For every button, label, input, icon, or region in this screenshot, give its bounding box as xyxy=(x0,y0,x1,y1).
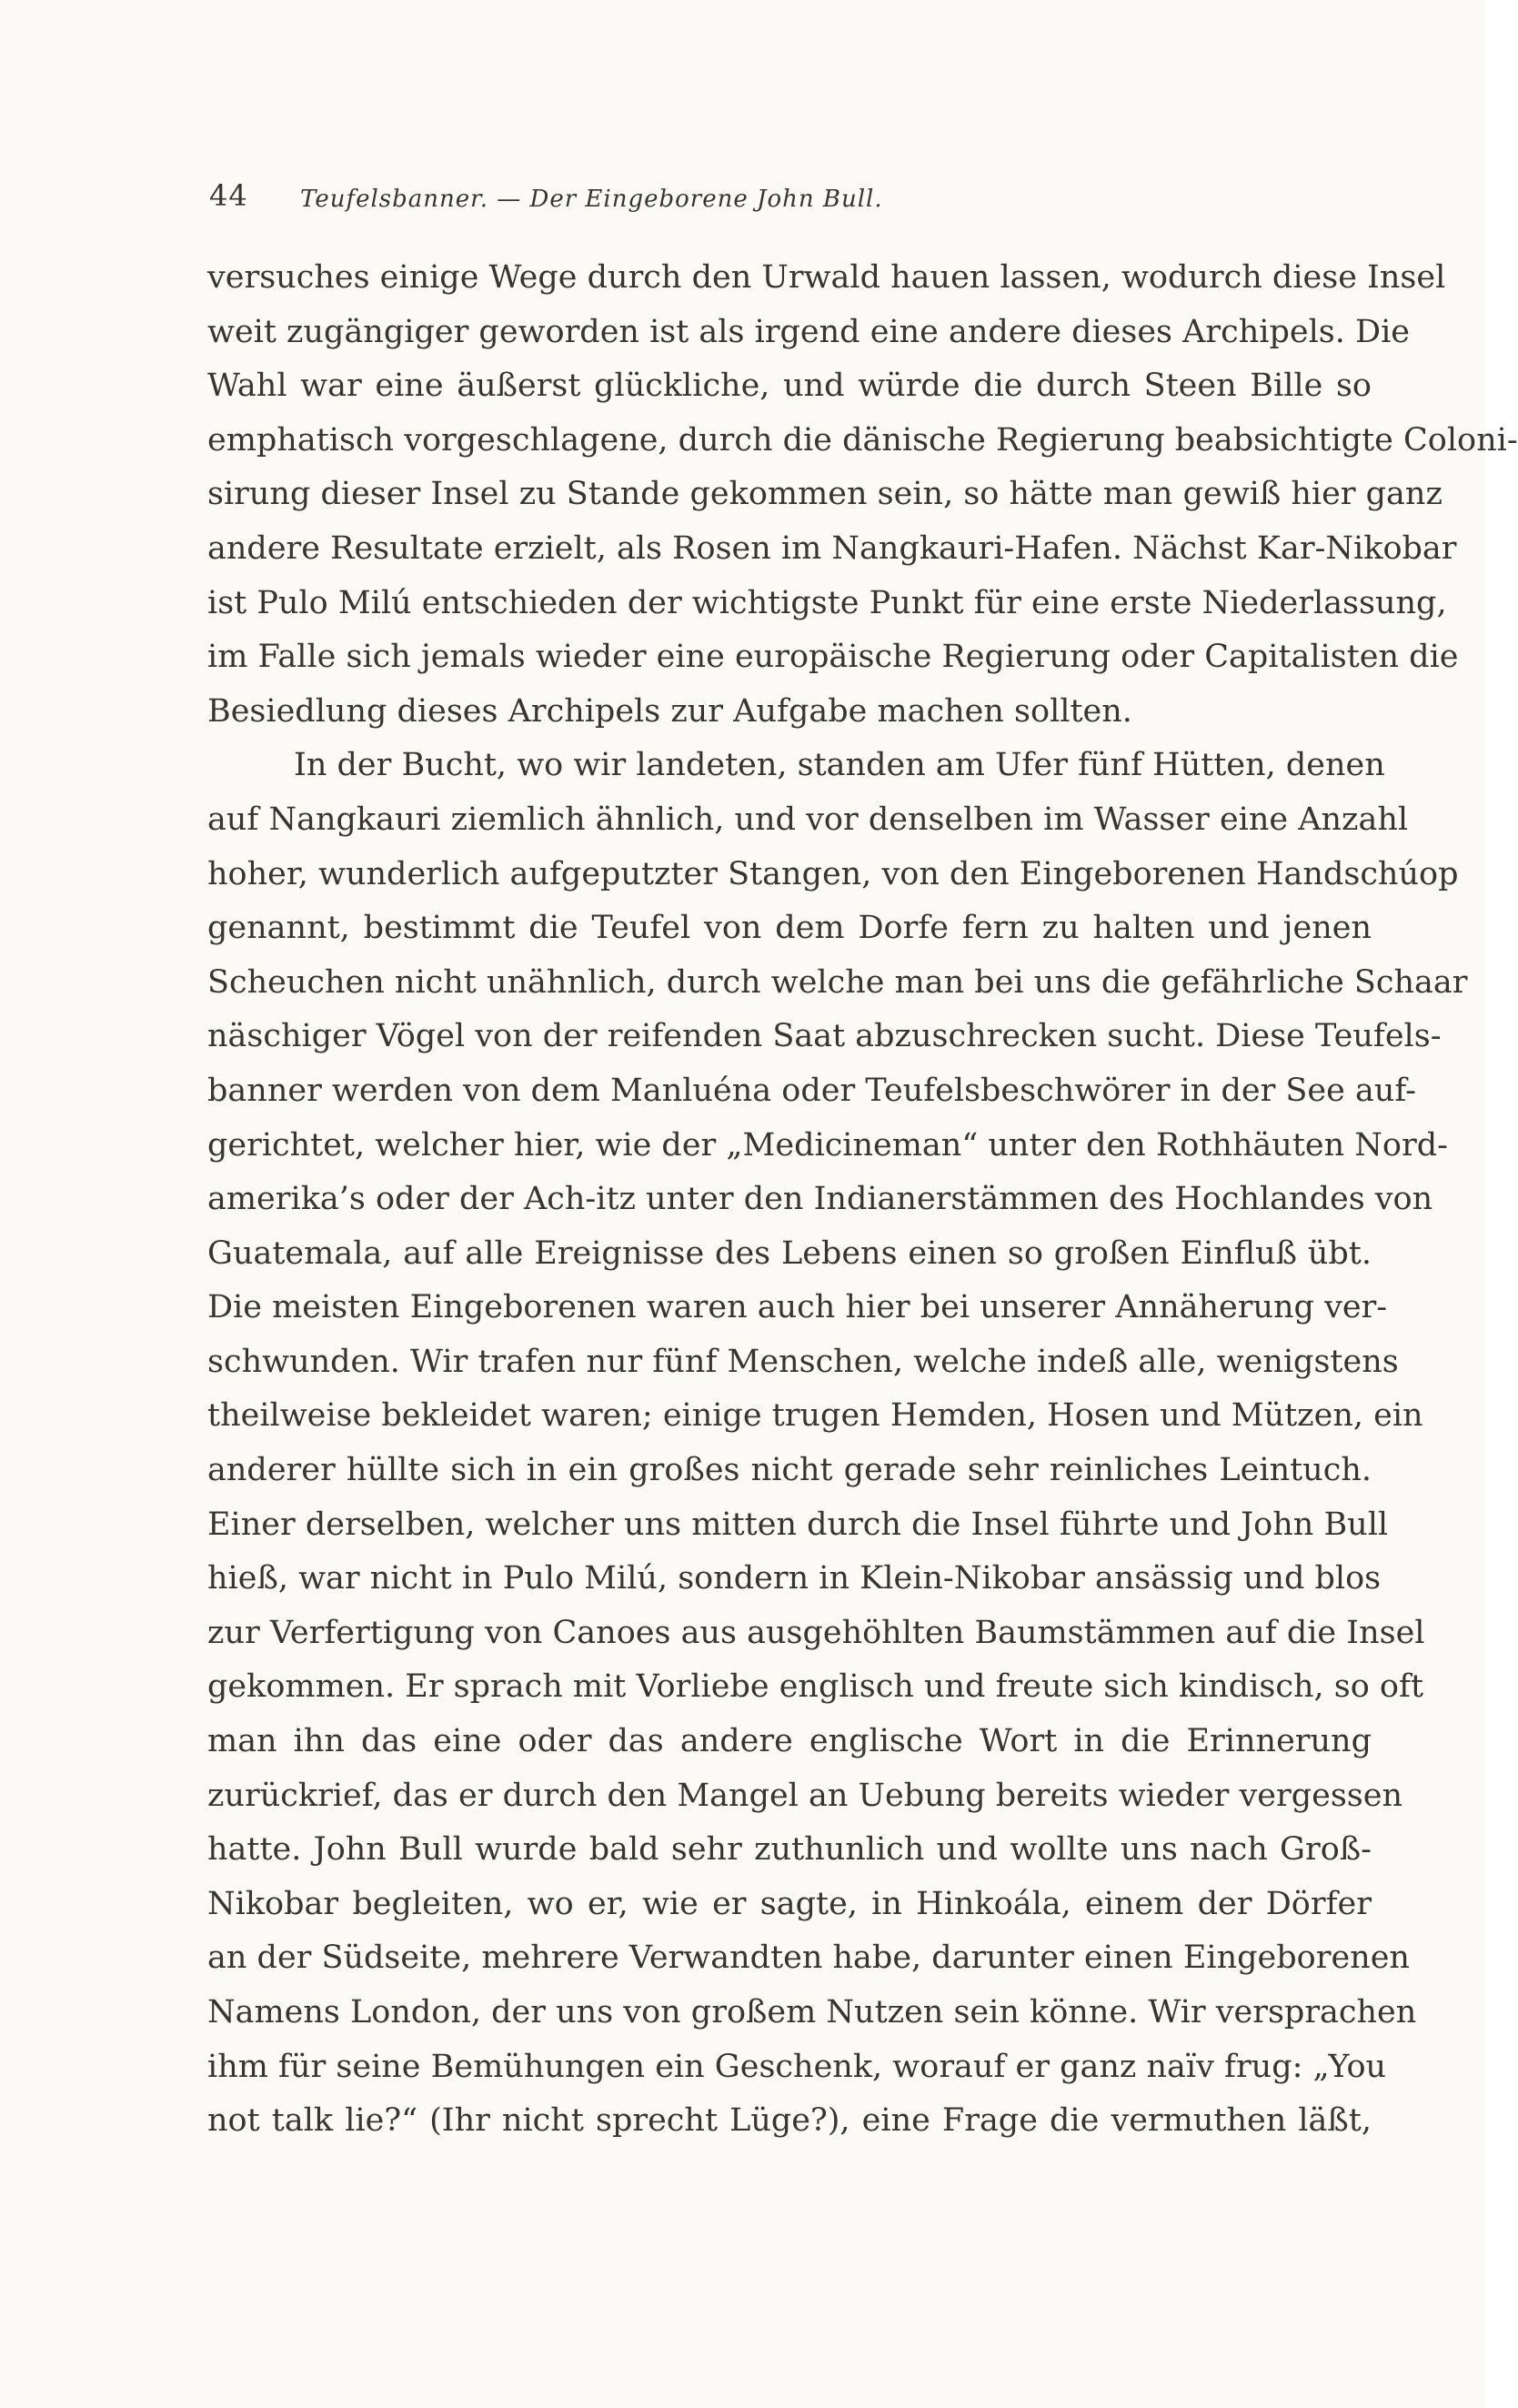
text-line: im Falle sich jemals wieder eine europäische Regierung oder Capitalisten die xyxy=(207,639,1459,676)
body-text xyxy=(207,251,1518,2149)
text-line: versuches einige Wege durch den Urwald hauen lassen, wodurch diese Insel xyxy=(207,259,1446,296)
text-line: auf Nangkauri ziemlich ähnlich, und vor denselben im Wasser eine Anzahl xyxy=(207,801,1409,838)
text-line: an der Südseite, mehrere Verwandten habe, darunter einen Eingeborenen xyxy=(207,1939,1410,1977)
text-line: emphatisch vorgeschlagene, durch die dänische Regierung beabsichtigte Coloni- xyxy=(207,421,1518,458)
text-line: hatte. John Bull wurde bald sehr zuthunlich und wollte uns nach Groß- xyxy=(207,1831,1372,1869)
text-line: genannt, bestimmt die Teufel von dem Dorfe fern zu halten und jenen xyxy=(207,910,1372,947)
running-head xyxy=(209,178,1282,215)
text-line: gekommen. Er sprach mit Vorliebe englisch und freute sich kindisch, so oft xyxy=(207,1668,1424,1706)
text-line: schwunden. Wir trafen nur fünf Menschen, welche indeß alle, wenigstens xyxy=(207,1343,1399,1380)
text-line: sirung dieser Insel zu Stande gekommen sein, so hätte man gewiß hier ganz xyxy=(207,476,1443,513)
text-line: ihm für seine Bemühungen ein Geschenk, worauf er ganz naïv frug: „You xyxy=(207,2048,1387,2085)
text-line: zur Verfertigung von Canoes aus ausgehöhlten Baumstämmen auf die Insel xyxy=(207,1614,1425,1651)
text-line: amerika’s oder der Ach-itz unter den Indianerstämmen des Hochlandes von xyxy=(207,1181,1433,1218)
text-line: theilweise bekleidet waren; einige trugen Hemden, Hosen und Mützen, ein xyxy=(207,1397,1423,1435)
running-title: Teufelsbanner. — Der Eingeborene John Bull. xyxy=(300,186,883,213)
text-line: Nikobar begleiten, wo er, wie er sagte, in Hinkoála, einem der Dörfer xyxy=(207,1885,1372,1922)
text-line: zurückrief, das er durch den Mangel an Uebung bereits wieder vergessen xyxy=(207,1777,1403,1814)
text-line: ist Pulo Milú entschieden der wichtigste Punkt für eine erste Niederlassung, xyxy=(207,584,1447,621)
text-line: Die meisten Eingeborenen waren auch hier bei unserer Annäherung ver- xyxy=(207,1289,1388,1326)
text-line: andere Resultate erzielt, als Rosen im Nangkauri-Hafen. Nächst Kar-Nikobar xyxy=(207,529,1457,567)
text-line: man ihn das eine oder das andere englische Wort in die Erinnerung xyxy=(207,1723,1372,1760)
page-number: 44 xyxy=(209,178,248,213)
text-line: anderer hüllte sich in ein großes nicht gerade sehr reinliches Leintuch. xyxy=(207,1452,1372,1489)
text-line: not talk lie?“ (Ihr nicht sprecht Lüge?), eine Frage die vermuthen läßt, xyxy=(207,2102,1372,2140)
text-line: Namens London, der uns von großem Nutzen sein könne. Wir versprachen xyxy=(207,1994,1417,2030)
text-line: weit zugängiger geworden ist als irgend eine andere dieses Archipels. Die xyxy=(207,313,1410,350)
text-line: hoher, wunderlich aufgeputzter Stangen, von den Eingeborenen Handschúop xyxy=(207,855,1459,892)
text-line: hieß, war nicht in Pulo Milú, sondern in Klein-Nikobar ansässig und blos xyxy=(207,1560,1382,1597)
text-line: Guatemala, auf alle Ereignisse des Lebens einen so großen Einfluß übt. xyxy=(207,1234,1372,1272)
text-line: In der Bucht, wo wir landeten, standen am Ufer fünf Hütten, denen xyxy=(294,747,1385,784)
text-line: Einer derselben, welcher uns mitten durch die Insel führte und John Bull xyxy=(207,1506,1389,1543)
text-line: banner werden von dem Manluéna oder Teufelsbeschwörer in der See auf- xyxy=(207,1072,1416,1109)
text-line: Besiedlung dieses Archipels zur Aufgabe machen sollten. xyxy=(207,692,1132,730)
text-line: Scheuchen nicht unähnlich, durch welche man bei uns die gefährliche Schaar xyxy=(207,963,1468,1001)
text-line: gerichtet, welcher hier, wie der „Medicineman“ unter den Rothhäuten Nord- xyxy=(207,1126,1448,1164)
text-line: Wahl war eine äußerst glückliche, und würde die durch Steen Bille so xyxy=(207,368,1372,405)
text-line: näschiger Vögel von der reifenden Saat abzuschrecken sucht. Diese Teufels- xyxy=(207,1018,1442,1055)
